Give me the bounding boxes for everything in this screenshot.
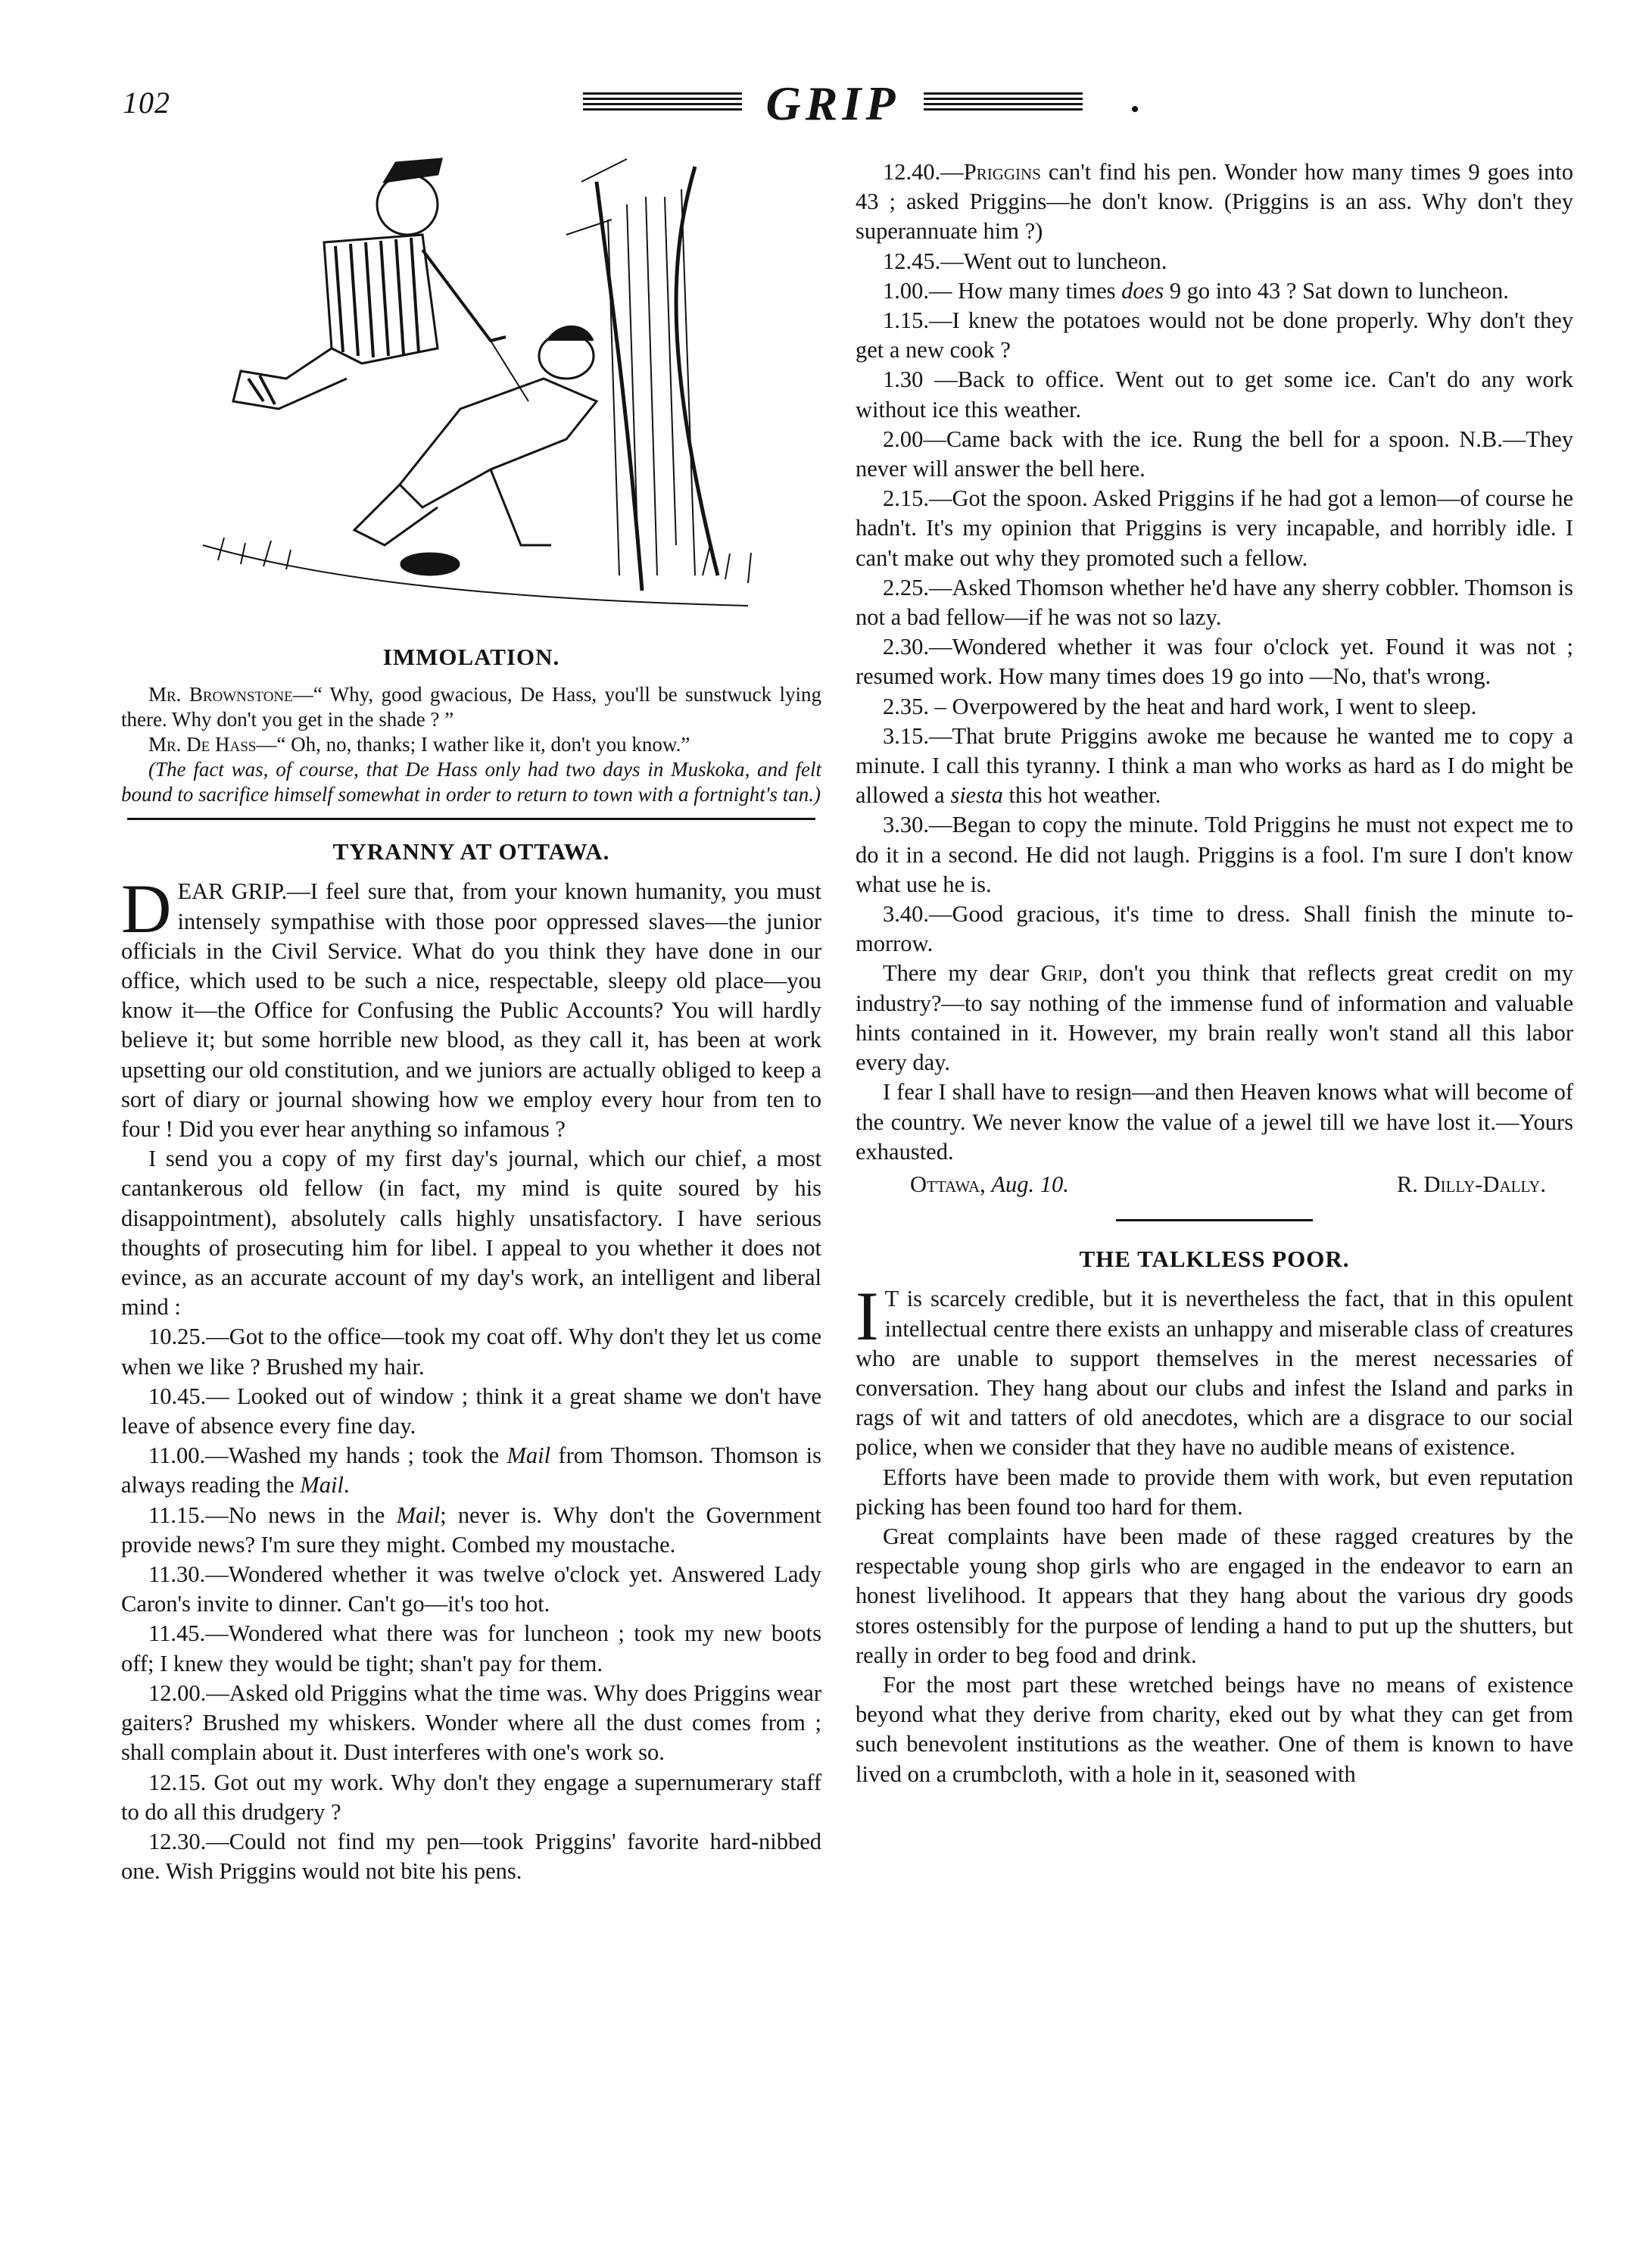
signoff-line <box>856 1167 1573 1199</box>
talkless-heading: THE TALKLESS POOR. <box>1079 1246 1350 1273</box>
journal-entry-1200: 12.00.—Asked old Priggins what the time was. Why does Priggins wear gaiters? Brushed my whiskers. Wonder where all the dust comes from ; shall complain about it. Dust interferes with one's work so. <box>121 1679 821 1766</box>
de-hass-line: —“ Oh, no, thanks; I wather like it, don't you know.” <box>256 733 690 756</box>
brownstone-line: —“ Why, good gwacious, De Hass, you'll be sunstwuck lying there. Why don't you get in the shade ? ” <box>121 683 821 731</box>
journal-entry-1240: 12.40.—Priggins can't find his pen. Wonder how many times 9 goes into 43 ; asked Priggins—he don't know. (Priggins is an ass. Why don't they superannuate him ?) <box>856 159 1574 245</box>
dropcap-d: D <box>121 870 172 948</box>
journal-entry-235: 2.35. – Overpowered by the heat and hard work, I went to sleep. <box>883 693 1477 719</box>
closing-paragraph-1: There my dear Grip, don't you think that reflects great credit on my industry?—to say nothing of the immense fund of information and valuable hints contained in it. However, my brain really won't stand all this labor every day. <box>856 960 1573 1076</box>
left-column <box>121 151 821 1886</box>
closing-paragraph-2: I fear I shall have to resign—and then Heaven knows what will become of the country. We never know the value of a jewel till we have lost it.—Yours exhausted. <box>856 1079 1573 1165</box>
journal-entry-315: 3.15.—That brute Priggins awoke me because he wanted me to copy a minute. I call this tyranny. I think a man who works as hard as I do might be allowed a siesta this hot weather. <box>856 722 1573 809</box>
journal-entry-215: 2.15.—Got the spoon. Asked Priggins if he had got a lemon—of course he hadn't. It's my opinion that Priggins is very incapable, and horribly idle. I can't make out why they promoted such a fellow. <box>856 485 1573 571</box>
masthead-title: GRIP <box>765 76 900 130</box>
journal-entry-1245: 12.45.—Went out to luncheon. <box>883 248 1167 274</box>
journal-entry-1230: 12.30.—Could not find my pen—took Priggins' favorite hard-nibbed one. Wish Priggins would not bite his pens. <box>121 1828 821 1885</box>
journal-entry-1130: 11.30.—Wondered whether it was twelve o'clock yet. Answered Lady Caron's invite to dinner. Can't go—it's too hot. <box>121 1561 821 1617</box>
section-divider <box>127 818 815 820</box>
journal-entry-230: 2.30.—Wondered whether it was four o'clock yet. Found it was not ; resumed work. How many times does 19 go into —No, that's wrong. <box>856 634 1573 690</box>
immolation-illustration <box>173 151 771 628</box>
journal-entry-1045: 10.45.— Looked out of window ; think it a great shame we don't have leave of absence every fine day. <box>121 1383 821 1439</box>
masthead-rules-right <box>924 92 1083 118</box>
talkless-paragraph-4: For the most part these wretched beings have no means of existence beyond what they derive from charity, eked out by what they can get from such benevolent institutions as the weather. One of them is known to have lived on a crumbcloth, with a hole in it, seasoned with <box>856 1671 1573 1787</box>
speaker-brownstone: Mr. Brownstone <box>148 683 293 706</box>
speck <box>1132 106 1138 112</box>
talkless-paragraph-3: Great complaints have been made of these ragged creatures by the respectable young shop girls who are engaged in the endeavor to earn an honest livelihood. It appears that they hang about the various dry goods stores ostensibly for the purpose of lending a hand to put up the shutters, but really in order to beg food and drink. <box>856 1523 1573 1668</box>
journal-entry-130: 1.30 —Back to office. Went out to get some ice. Can't do any work without ice this weather. <box>856 366 1573 423</box>
right-column <box>856 157 1573 1789</box>
dropcap-i: I <box>856 1277 879 1355</box>
speaker-de-hass: Mr. De Hass <box>148 733 257 756</box>
journal-entry-1100: 11.00.—Washed my hands ; took the Mail from Thomson. Thomson is always reading the Mail. <box>121 1442 821 1498</box>
signature: R. Dilly-Dally. <box>1396 1171 1546 1197</box>
journal-entry-100: 1.00.— How many times does 9 go into 43 ? Sat down to luncheon. <box>883 277 1509 304</box>
journal-entry-115: 1.15.—I knew the potatoes would not be done properly. Why don't they get a new cook ? <box>856 307 1573 363</box>
masthead <box>583 76 1083 136</box>
masthead-rules-left <box>583 92 742 118</box>
tyranny-paragraph-2: I send you a copy of my first day's journal, which our chief, a most cantankerous old fellow (in fact, my mind is quite soured by his disappointment), absolutely calls highly unsatisfactory. I have serious thoughts of prosecuting him for libel. I appeal to you whether it does not evince, as an accurate account of my day's work, an intelligent and liberal mind : <box>121 1146 821 1321</box>
journal-entry-1115: 11.15.—No news in the Mail; never is. Why don't the Government provide news? I'm sure they might. Combed my moustache. <box>121 1502 821 1558</box>
journal-entry-1145: 11.45.—Wondered what there was for luncheon ; took my new boots off; I knew they would be tight; shan't pay for them. <box>121 1620 821 1676</box>
talkless-paragraph-2: Efforts have been made to provide them with work, but even reputation picking has been found too hard for them. <box>856 1464 1573 1520</box>
journal-entry-330: 3.30.—Began to copy the minute. Told Priggins he must not expect me to do it in a second. He did not laugh. Priggins is a fool. I'm sure I don't know what use he is. <box>856 812 1573 897</box>
journal-entry-200: 2.00—Came back with the ice. Rung the bell for a spoon. N.B.—They never will answer the bell here. <box>856 426 1573 482</box>
immolation-note: (The fact was, of course, that De Hass only had two days in Muskoka, and felt bound to sacrifice himself somewhat in order to return to town with a fortnight's tan.) <box>121 758 821 806</box>
tyranny-paragraph-1: DEAR GRIP.—I feel sure that, from your known humanity, you must intensely sympathise with those poor oppressed slaves—the junior officials in the Civil Service. What do you think they have done in our office, which used to be such a nice, respectable, sleepy old place—you know it—the Office for Confusing the Public Accounts? You will hardly believe it; but some horrible new blood, as they call it, has been at work upsetting our old constitution, and we juniors are actually obliged to keep a sort of diary or journal showing how we employ every hour from ten to four ! Did you ever hear anything so infamous ? <box>121 870 821 1143</box>
section-divider-short <box>1116 1219 1313 1221</box>
dateline: Ottawa, Aug. 10. <box>910 1171 1069 1197</box>
journal-entry-340: 3.40.—Good gracious, it's time to dress. Shall finish the minute to-morrow. <box>856 901 1573 957</box>
talkless-paragraph-1: I T is scarcely credible, but it is nevertheless the fact, that in this opulent intellectual centre there exists an unhappy and miserable class of creatures who are unable to support themselves in the merest necessaries of conversation. They hang about our clubs and infest the Island and parks in rags of wit and tatters of old anecdotes, which are a disgrace to our social police, when we consider that they have no audible means of existence. <box>856 1277 1573 1461</box>
tyranny-heading: TYRANNY AT OTTAWA. <box>332 838 610 865</box>
journal-entry-1215: 12.15. Got out my work. Why don't they engage a supernumerary staff to do all this drudgery ? <box>121 1769 821 1825</box>
journal-entry-1025: 10.25.—Got to the office—took my coat off. Why don't they let us come when we like ? Brushed my hair. <box>121 1324 821 1380</box>
immolation-heading: IMMOLATION. <box>382 644 560 670</box>
immolation-engraving <box>173 151 771 628</box>
page-number: 102 <box>123 86 170 120</box>
immolation-caption <box>121 682 821 807</box>
journal-entry-225: 2.25.—Asked Thomson whether he'd have any sherry cobbler. Thomson is not a bad fellow—if he was not so lazy. <box>856 574 1573 631</box>
